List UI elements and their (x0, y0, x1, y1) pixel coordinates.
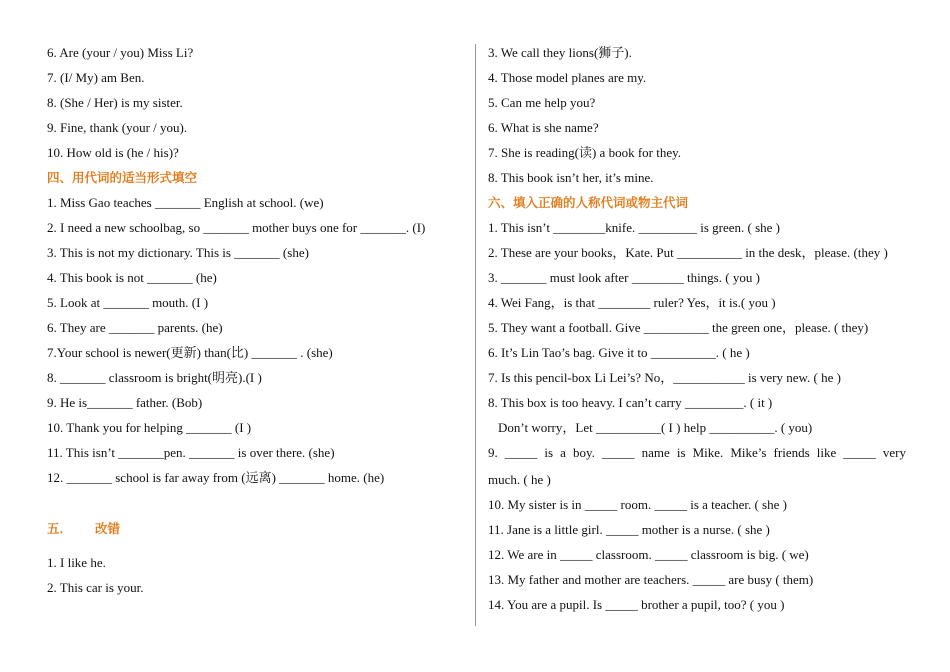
exercise-line: 7.Your school is newer(更新) than(比) _______ . (she) (47, 345, 333, 360)
section-6-exercises-part-1 (488, 219, 906, 419)
exercise-line: 1. Miss Gao teaches _______ English at school. (we) (47, 195, 324, 210)
exercise-line: 1. This isn’t ________knife. _________ is green. ( she ) (488, 220, 780, 235)
left-top-exercises (47, 44, 457, 169)
section-4-exercises (47, 194, 457, 494)
exercise-line: 3. We call they lions(狮子). (488, 45, 632, 60)
exercise-line: Don’t worry，Let __________( I ) help __________. ( you) (498, 420, 813, 435)
exercise-line: 10. My sister is in _____ room. _____ is a teacher. ( she ) (488, 497, 787, 512)
exercise-line: 7. (I/ My) am Ben. (47, 70, 145, 85)
exercise-line: 2. I need a new schoolbag, so _______ mother buys one for _______. (I) (47, 220, 426, 235)
exercise-line: 10. Thank you for helping _______ (I ) (47, 420, 252, 435)
exercise-line: 6. What is she name? (488, 120, 599, 135)
exercise-line: 9. Fine, thank (your / you). (47, 120, 188, 135)
section-5-title: 改错 (95, 521, 121, 536)
exercise-line: 6. It’s Lin Tao’s bag. Give it to __________. ( he ) (488, 345, 750, 360)
exercise-line: 5. They want a football. Give __________ the green one，please. ( they) (488, 320, 869, 335)
section-5-number: 五． (47, 521, 73, 536)
exercise-line: 6. Are (your / you) Miss Li? (47, 45, 194, 60)
exercise-line: 8. (She / Her) is my sister. (47, 95, 183, 110)
exercise-line: 4. Wei Fang，is that ________ ruler? Yes，it is.( you ) (488, 295, 776, 310)
exercise-line: 4. Those model planes are my. (488, 70, 647, 85)
exercise-line: 4. This book is not _______ (he) (47, 270, 217, 285)
exercise-line: much. ( he ) (488, 472, 551, 487)
section-4-heading: 四、用代词的适当形式填空 (47, 170, 198, 185)
section-5-heading (47, 520, 457, 554)
exercise-line: 1. I like he. (47, 555, 106, 570)
exercise-line: 11. Jane is a little girl. _____ mother is a nurse. ( she ) (488, 522, 770, 537)
exercise-line: 7. Is this pencil-box Li Lei’s? No，___________ is very new. ( he ) (488, 370, 841, 385)
exercise-line: 13. My father and mother are teachers. _____ are busy ( them) (488, 572, 814, 587)
right-top-exercises (488, 44, 906, 194)
exercise-line: 10. How old is (he / his)? (47, 145, 179, 160)
exercise-line: 14. You are a pupil. Is _____ brother a pupil, too? ( you ) (488, 597, 785, 612)
exercise-line: 3. This is not my dictionary. This is _______ (she) (47, 245, 309, 260)
section-6-exercises-part-2 (488, 496, 906, 621)
section-6-heading: 六、填入正确的人称代词或物主代词 (488, 195, 689, 210)
exercise-line: 9. _____ is a boy. _____ name is Mike. Mike’s friends like _____ very (488, 445, 906, 460)
section-5-exercises (47, 554, 457, 604)
exercise-line: 7. She is reading(读) a book for they. (488, 145, 682, 160)
exercise-line: 8. This book isn’t her, it’s mine. (488, 170, 654, 185)
exercise-line: 12. We are in _____ classroom. _____ classroom is big. ( we) (488, 547, 809, 562)
exercise-line: 9. He is_______ father. (Bob) (47, 395, 203, 410)
exercise-line: 11. This isn’t _______pen. _______ is over there. (she) (47, 445, 335, 460)
exercise-line: 8. _______ classroom is bright(明亮).(I ) (47, 370, 262, 385)
exercise-line: 6. They are _______ parents. (he) (47, 320, 223, 335)
exercise-line: 2. These are your books，Kate. Put __________ in the desk，please. (they ) (488, 245, 888, 260)
exercise-line: 2. This car is your. (47, 580, 144, 595)
exercise-line: 12. _______ school is far away from (远离) _______ home. (he) (47, 470, 385, 485)
exercise-line: 3. _______ must look after ________ things. ( you ) (488, 270, 760, 285)
column-divider (475, 44, 476, 626)
exercise-line: 5. Look at _______ mouth. (I ) (47, 295, 209, 310)
exercise-line: 8. This box is too heavy. I can’t carry _________. ( it ) (488, 395, 773, 410)
left-column (47, 44, 457, 604)
right-column (488, 44, 906, 621)
exercise-line: 5. Can me help you? (488, 95, 596, 110)
